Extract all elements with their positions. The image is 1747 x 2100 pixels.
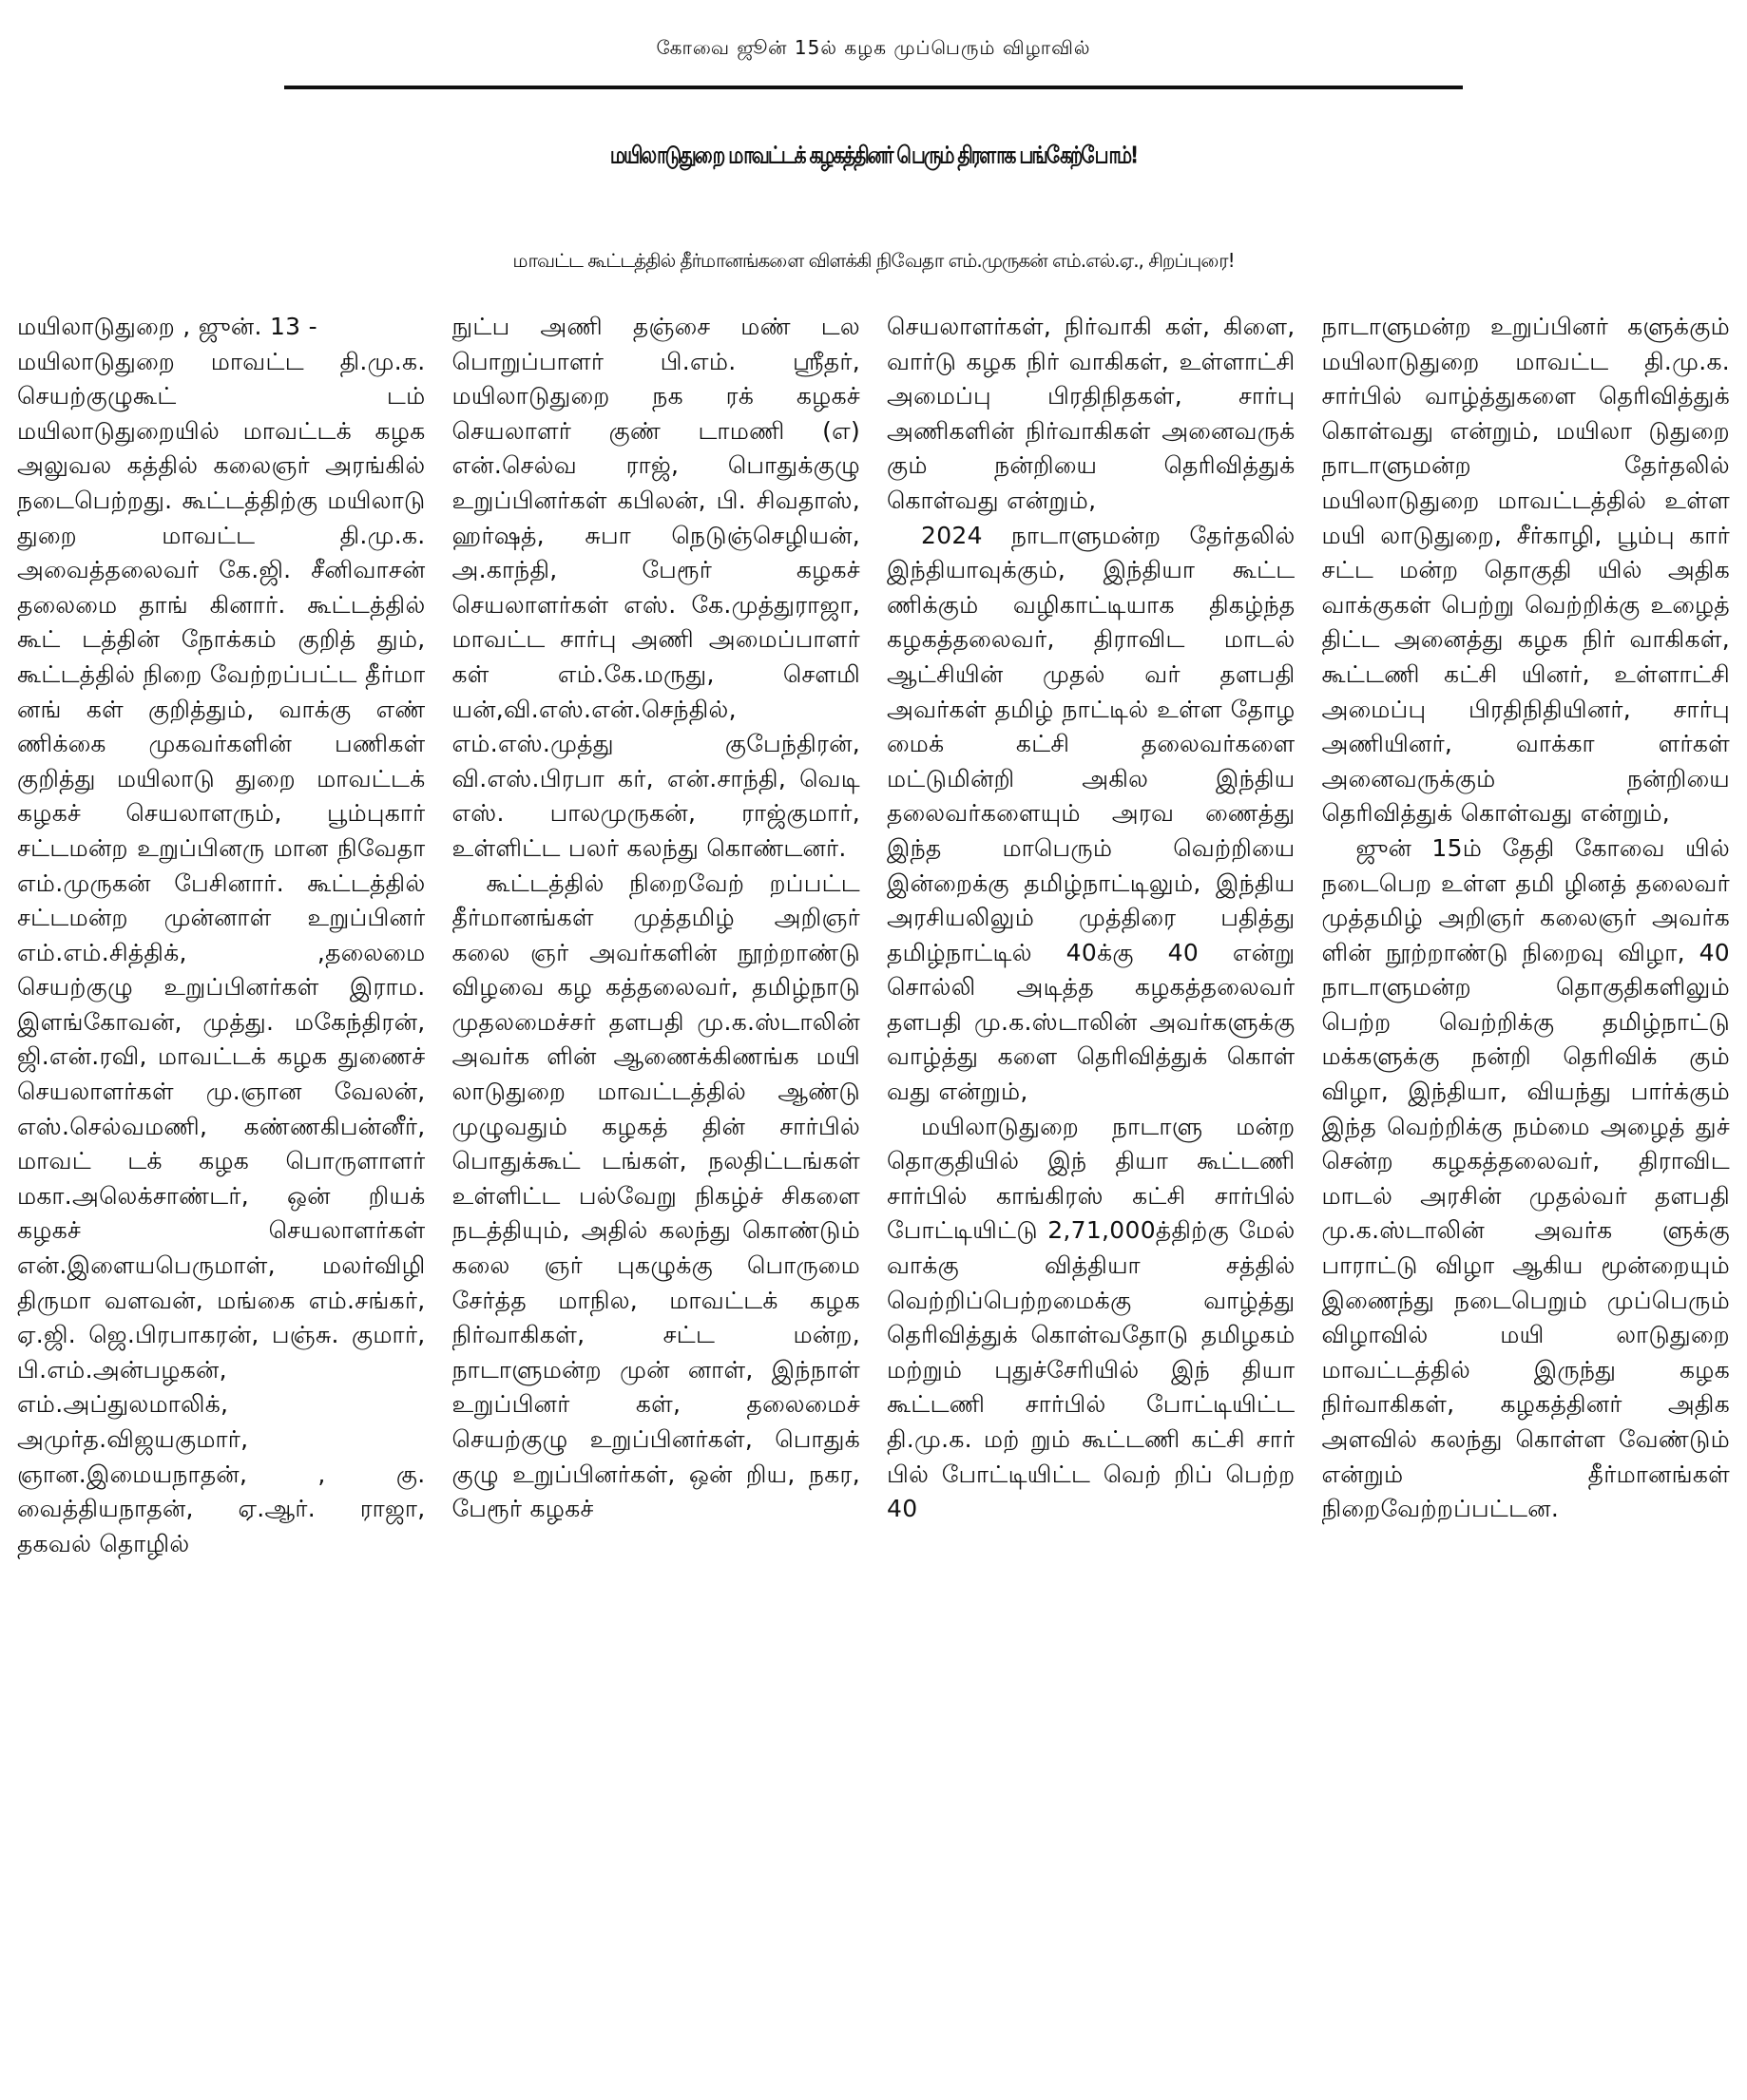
dateline: மயிலாடுதுறை , ஜுன். 13 -	[17, 313, 317, 340]
column-4-text: நாடாளுமன்ற உறுப்பினர் களுக்கும் மயிலாடுதுறை மாவட்ட தி.மு.க. சார்பில் வாழ்த்துகளை தெரிவித்துக் கொள்வது என்றும், மயிலா டுதுறை நாடாளுமன்ற தேர்தலில் மயிலாடுதுறை மாவட்டத்தில் உள்ள மயி லாடுதுறை, சீர்காழி, பூம்பு கார் சட்ட மன்ற தொகுதி யில் அதிக வாக்குகள் பெற்று வெற்றிக்கு உழைத் திட்ட அனைத்து கழக நிர் வாகிகள், கூட்டணி கட்சி யினர், உள்ளாட்சி அமைப்பு பிரதிநிதியினர், சார்பு அணியினர், வாக்கா ளர்கள் அனைவருக்கும் நன்றியை தெரிவித்துக் கொள்வது என்றும்,	[1321, 313, 1730, 828]
column-2-paragraph-2: கூட்டத்தில் நிறைவேற் றப்பட்ட தீர்மானங்கள் முத்தமிழ் அறிஞர் கலை ஞர் அவர்களின் நூற்றாண்டு விழவை கழ கத்தலைவர், தமிழ்நாடு முதலமைச்சர் தளபதி மு.க.ஸ்டாலின் அவர்க ளின் ஆணைக்கிணங்க மயி லாடுதுறை மாவட்டத்தில் ஆண்டு முழுவதும் கழகத் தின் சார்பில் பொதுக்கூட் டங்கள், நலதிட்டங்கள் உள்ளிட்ட பல்வேறு நிகழ்ச் சிகளை நடத்தியும், அதில் கலந்து கொண்டும் கலை ஞர் புகழுக்கு பொருமை சேர்த்த மாநில, மாவட்டக் கழக நிர்வாகிகள், சட்ட மன்ற, நாடாளுமன்ற முன் னாள், இந்நாள் உறுப்பினர் கள், தலைமைச் செயற்குழு உறுப்பினர்கள், பொதுக் குழு உறுப்பினர்கள், ஒன் றிய, நகர, பேரூர் கழகச்	[451, 869, 860, 1523]
column-3	[887, 310, 1296, 2058]
headline: மயிலாடுதுறை மாவட்டக் கழகத்தினர் பெரும் திரளாக பங்கேற்போம்!	[609, 140, 1138, 169]
column-1	[17, 310, 426, 2058]
column-3-text: செயலாளர்கள், நிர்வாகி கள், கிளை, வார்டு கழக நிர் வாகிகள், உள்ளாட்சி அமைப்பு பிரதிநிதகள், சார்பு அணிகளின் நிர்வாகிகள் அனைவருக் கும் நன்றியை தெரிவித்துக் கொள்வது என்றும்,	[887, 313, 1296, 514]
subheadline: மாவட்ட கூட்டத்தில் தீர்மானங்களை விளக்கி நிவேதா எம்.முருகன் எம்.எல்.ஏ., சிறப்புரை!	[512, 249, 1235, 272]
article-columns	[17, 310, 1730, 2058]
column-3-paragraph-2: 2024 நாடாளுமன்ற தேர்தலில் இந்தியாவுக்கும், இந்தியா கூட்ட ணிக்கும் வழிகாட்டியாக திகழ்ந்த கழகத்தலைவர், திராவிட மாடல் ஆட்சியின் முதல் வர் தளபதி அவர்கள் தமிழ் நாட்டில் உள்ள தோழ மைக் கட்சி தலைவர்களை மட்டுமின்றி அகில இந்திய தலைவர்களையும் அரவ ணைத்து இந்த மாபெரும் வெற்றியை இன்றைக்கு தமிழ்நாட்டிலும், இந்திய அரசியலிலும் முத்திரை பதித்து தமிழ்நாட்டில் 40க்கு 40 என்று சொல்லி அடித்த கழகத்தலைவர் தளபதி மு.க.ஸ்டாலின் அவர்களுக்கு வாழ்த்து களை தெரிவித்துக் கொள் வது என்றும்,	[887, 521, 1296, 1106]
column-2-text: நுட்ப அணி தஞ்சை மண் டல பொறுப்பாளர் பி.எம். ஸ்ரீதர், மயிலாடுதுறை நக ரக் கழகச் செயலாளர் குண் டாமணி (எ) என்.செல்வ ராஜ், பொதுக்குழு உறுப்பினர்கள் கபிலன், பி. சிவதாஸ், ஹர்ஷத், சுபா நெடுஞ்செழியன், அ.காந்தி, பேரூர் கழகச் செயலாளர்கள் எஸ். கே.முத்துராஜா, மாவட்ட சார்பு அணி அமைப்பாளர் கள் எம்.கே.மருது, சௌமி யன்,வி.எஸ்.என்.செந்தில், எம்.எஸ்.முத்து குபேந்திரன், வி.எஸ்.பிரபா கர், என்.சாந்தி, வெடி எஸ். பாலமுருகன், ராஜ்குமார், உள்ளிட்ட பலர் கலந்து கொண்டனர்.	[451, 313, 860, 862]
column-2	[452, 310, 861, 2058]
column-1-text: மயிலாடுதுறை மாவட்ட தி.மு.க. செயற்குழுகூட் டம் மயிலாடுதுறையில் மாவட்டக் கழக அலுவல கத்தில் கலைஞர் அரங்கில் நடைபெற்றது. கூட்டத்திற்கு மயிலாடு துறை மாவட்ட தி.மு.க. அவைத்தலைவர் கே.ஜி. சீனிவாசன் தலைமை தாங் கினார். கூட்டத்தில் கூட் டத்தின் நோக்கம் குறித் தும், கூட்டத்தில் நிறை வேற்றப்பட்ட தீர்மா னங் கள் குறித்தும், வாக்கு எண் ணிக்கை முகவர்களின் பணிகள் குறித்து மயிலாடு துறை மாவட்டக் கழகச் செயலாளரும், பூம்புகார் சட்டமன்ற உறுப்பினரு மான நிவேதா எம்.முருகன் பேசினார். கூட்டத்தில் சட்டமன்ற முன்னாள் உறுப்பினர் எம்.எம்.சித்திக், ,தலைமை செயற்குழு உறுப்பினர்கள் இராம. இளங்கோவன், முத்து. மகேந்திரன், ஜி.என்.ரவி, மாவட்டக் கழக துணைச் செயலாளர்கள் மு.ஞான வேலன், எஸ்.செல்வமணி, கண்ணகிபன்னீர், மாவட் டக் கழக பொருளாளர் மகா.அலெக்சாண்டர், ஒன் றியக் கழகச் செயலாளர்கள் என்.இளையபெருமாள், மலர்விழி திருமா வளவன், மங்கை எம்.சங்கர், ஏ.ஜி. ஜெ.பிரபாகரன், பஞ்சு. குமார், பி.எம்.அன்பழகன், எம்.அப்துலமாலிக், அமுர்த.விஜயகுமார், ஞான.இமையநாதன், , கு. வைத்தியநாதன், ஏ.ஆர். ராஜா, தகவல் தொழில்	[17, 347, 426, 1557]
kicker-line: கோவை ஜூன் 15ல் கழக முப்பெரும் விழாவில்	[656, 36, 1091, 59]
column-3-paragraph-3: மயிலாடுதுறை நாடாளு மன்ற தொகுதியில் இந் தியா கூட்டணி சார்பில் காங்கிரஸ் கட்சி சார்பில் போட்டியிட்டு 2,71,000த்திற்கு மேல் வாக்கு வித்தியா சத்தில் வெற்றிப்பெற்றமைக்கு வாழ்த்து தெரிவித்துக் கொள்வதோடு தமிழகம் மற்றும் புதுச்சேரியில் இந் தியா கூட்டணி சார்பில் போட்டியிட்ட தி.மு.க. மற் றும் கூட்டணி கட்சி சார் பில் போட்டியிட்ட வெற் றிப் பெற்ற 40	[887, 1112, 1296, 1523]
column-4-paragraph-2: ஜுன் 15ம் தேதி கோவை யில் நடைபெற உள்ள தமி ழினத் தலைவர் முத்தமிழ் அறிஞர் கலைஞர் அவர்க ளின் நூற்றாண்டு நிறைவு விழா, 40 நாடாளுமன்ற தொகுதிகளிலும் பெற்ற வெற்றிக்கு தமிழ்நாட்டு மக்களுக்கு நன்றி தெரிவிக் கும் விழா, இந்தியா, வியந்து பார்க்கும் இந்த வெற்றிக்கு நம்மை அழைத் துச் சென்ற கழகத்தலைவர், திராவிட மாடல் அரசின் முதல்வர் தளபதி மு.க.ஸ்டாலின் அவர்க ளுக்கு பாராட்டு விழா ஆகிய மூன்றையும் இணைந்து நடைபெறும் முப்பெரும் விழாவில் மயி லாடுதுறை மாவட்டத்தில் இருந்து கழக நிர்வாகிகள், கழகத்தினர் அதிக அளவில் கலந்து கொள்ள வேண்டும் என்றும் தீர்மானங்கள் நிறைவேற்றப்பட்டன.	[1321, 833, 1730, 1523]
column-4	[1322, 310, 1731, 2058]
